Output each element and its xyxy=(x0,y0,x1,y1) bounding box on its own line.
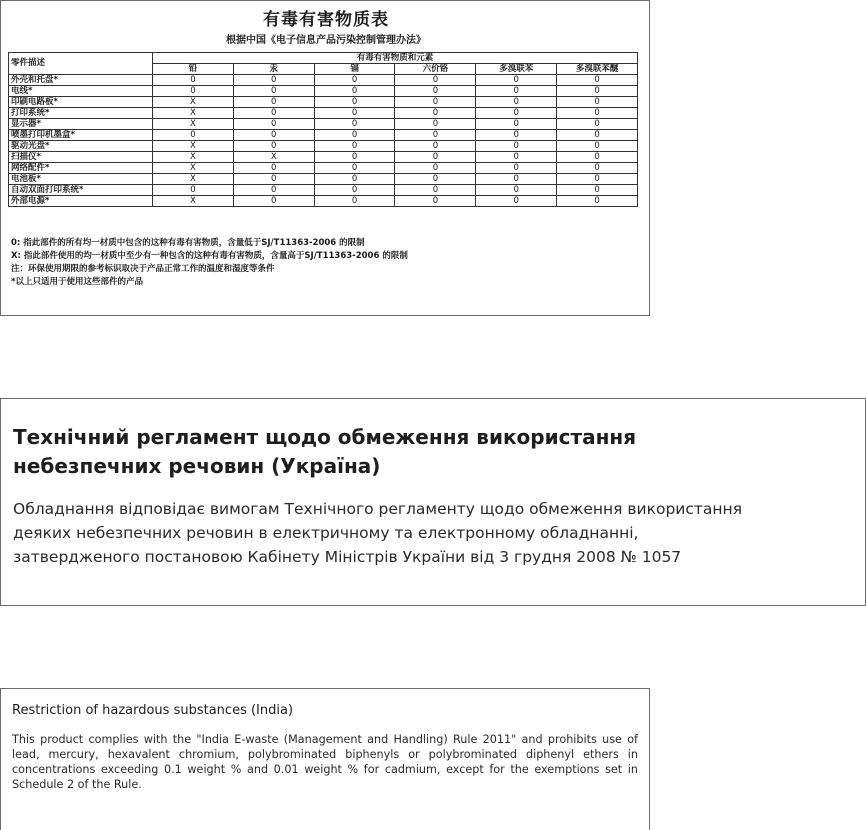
substance-column-header: 多溴联苯 xyxy=(476,64,557,75)
part-name-cell: 外壳和托盘* xyxy=(9,75,153,86)
table-note: 注：环保使用期限的参考标识取决于产品正常工作的温度和湿度等条件 xyxy=(11,264,275,274)
substance-value-cell: 0 xyxy=(233,185,314,196)
substance-value-cell: 0 xyxy=(395,196,476,207)
substance-column-header: 镉 xyxy=(314,64,395,75)
table-row xyxy=(9,119,638,130)
substance-value-cell: 0 xyxy=(233,130,314,141)
substance-value-cell: 0 xyxy=(395,185,476,196)
substance-value-cell: 0 xyxy=(153,75,234,86)
substance-value-cell: 0 xyxy=(395,119,476,130)
substance-value-cell: 0 xyxy=(395,75,476,86)
substance-value-cell: 0 xyxy=(476,75,557,86)
substance-value-cell: X xyxy=(153,97,234,108)
substance-value-cell: 0 xyxy=(557,119,638,130)
substance-value-cell: 0 xyxy=(557,163,638,174)
substance-value-cell: 0 xyxy=(395,108,476,119)
substance-value-cell: 0 xyxy=(314,108,395,119)
ukraine-text-line: затвердженого постановою Кабінету Міністрів України від 3 грудня 2008 № 1057 xyxy=(13,548,682,566)
substance-value-cell: X xyxy=(233,152,314,163)
table-body xyxy=(9,75,638,207)
ukraine-rohs-panel xyxy=(0,398,866,606)
part-name-cell: 印刷电路板* xyxy=(9,97,153,108)
substance-value-cell: X xyxy=(153,163,234,174)
substance-value-cell: 0 xyxy=(233,141,314,152)
substance-value-cell: 0 xyxy=(314,97,395,108)
substance-value-cell: 0 xyxy=(476,86,557,97)
substance-value-cell: 0 xyxy=(557,130,638,141)
table-header-row xyxy=(9,53,638,64)
part-name-cell: 喷墨打印机墨盒* xyxy=(9,130,153,141)
substance-value-cell: 0 xyxy=(314,152,395,163)
substance-value-cell: 0 xyxy=(476,174,557,185)
substance-value-cell: 0 xyxy=(153,86,234,97)
substance-value-cell: 0 xyxy=(476,130,557,141)
substance-value-cell: 0 xyxy=(557,75,638,86)
part-name-cell: 电池板* xyxy=(9,174,153,185)
part-name-cell: 电线* xyxy=(9,86,153,97)
substance-value-cell: 0 xyxy=(476,196,557,207)
table-row xyxy=(9,75,638,86)
table-row xyxy=(9,86,638,97)
substance-value-cell: 0 xyxy=(314,185,395,196)
substance-value-cell: 0 xyxy=(233,119,314,130)
substance-value-cell: 0 xyxy=(314,130,395,141)
substance-value-cell: 0 xyxy=(557,97,638,108)
table-row xyxy=(9,185,638,196)
substance-value-cell: 0 xyxy=(314,141,395,152)
part-name-cell: 显示器* xyxy=(9,119,153,130)
ukraine-text-line: Обладнання відповідає вимогам Технічного регламенту щодо обмеження використання xyxy=(13,500,743,518)
table-row xyxy=(9,163,638,174)
part-name-cell: 外部电源* xyxy=(9,196,153,207)
substance-value-cell: 0 xyxy=(314,163,395,174)
substance-value-cell: 0 xyxy=(557,196,638,207)
india-body-text: This product complies with the "India E-waste (Management and Handling) Rule 2011" and prohibits use of lead, mercury, hexavalent chromium, polybrominated biphenyls or polybrominated diphenyl ethers in concentrations exceeding 0.1 weight % and 0.01 weight % for cadmium, except for the exemptions set in Schedule 2 of the Rule. xyxy=(12,733,638,791)
substance-value-cell: 0 xyxy=(233,75,314,86)
substance-value-cell: 0 xyxy=(557,86,638,97)
substance-value-cell: 0 xyxy=(395,97,476,108)
table-row xyxy=(9,152,638,163)
substance-value-cell: 0 xyxy=(476,97,557,108)
table-note: *以上只适用于使用这些部件的产品 xyxy=(11,277,143,287)
substance-value-cell: 0 xyxy=(314,86,395,97)
part-name-cell: 自动双面打印系统* xyxy=(9,185,153,196)
substance-value-cell: 0 xyxy=(314,196,395,207)
substance-value-cell: 0 xyxy=(233,97,314,108)
table-note: X: 指此部件使用的均一材质中至少有一种包含的这种有毒有害物质，含量高于SJ/T11363-2006 的限制 xyxy=(11,251,408,261)
substance-value-cell: X xyxy=(153,152,234,163)
substance-value-cell: 0 xyxy=(476,152,557,163)
substance-value-cell: 0 xyxy=(233,86,314,97)
substance-value-cell: 0 xyxy=(395,130,476,141)
substance-value-cell: 0 xyxy=(395,163,476,174)
substance-value-cell: 0 xyxy=(476,108,557,119)
substance-value-cell: 0 xyxy=(314,174,395,185)
china-table-notes xyxy=(11,237,641,289)
ukraine-title-line: Технічний регламент щодо обмеження використання xyxy=(13,425,637,449)
substance-value-cell: 0 xyxy=(557,108,638,119)
substance-value-cell: 0 xyxy=(557,141,638,152)
table-row xyxy=(9,130,638,141)
substances-header: 有毒有害物质和元素 xyxy=(153,53,638,64)
substance-value-cell: 0 xyxy=(233,174,314,185)
substance-value-cell: 0 xyxy=(476,141,557,152)
india-title: Restriction of hazardous substances (India) xyxy=(12,703,294,718)
substance-value-cell: 0 xyxy=(557,185,638,196)
substance-value-cell: 0 xyxy=(314,75,395,86)
substance-value-cell: 0 xyxy=(476,185,557,196)
substance-value-cell: 0 xyxy=(233,196,314,207)
substance-value-cell: 0 xyxy=(476,119,557,130)
substance-column-header: 铅 xyxy=(153,64,234,75)
india-rohs-panel xyxy=(0,688,650,830)
part-name-cell: 驱动光盘* xyxy=(9,141,153,152)
substance-value-cell: 0 xyxy=(395,86,476,97)
table-note: 0: 指此部件的所有均一材质中包含的这种有毒有害物质，含量低于SJ/T11363-2006 的限制 xyxy=(11,238,365,248)
substance-column-header: 汞 xyxy=(233,64,314,75)
substance-value-cell: 0 xyxy=(557,152,638,163)
substance-value-cell: 0 xyxy=(153,130,234,141)
table-row xyxy=(9,97,638,108)
table-row xyxy=(9,141,638,152)
ukraine-text-line: деяких небезпечних речовин в електричному та електронному обладнанні, xyxy=(13,524,639,542)
substance-value-cell: X xyxy=(153,141,234,152)
part-name-cell: 扫描仪* xyxy=(9,152,153,163)
substance-value-cell: 0 xyxy=(557,174,638,185)
substance-column-header: 六价铬 xyxy=(395,64,476,75)
ukraine-title-line: небезпечних речовин (Україна) xyxy=(13,454,381,478)
china-rohs-panel xyxy=(0,0,650,316)
part-name-cell: 打印系统* xyxy=(9,108,153,119)
substance-value-cell: X xyxy=(153,119,234,130)
substance-value-cell: 0 xyxy=(233,108,314,119)
substance-value-cell: 0 xyxy=(395,141,476,152)
substance-column-header: 多溴联苯醚 xyxy=(557,64,638,75)
ukraine-title xyxy=(13,423,853,481)
china-table-subtitle: 根据中国《电子信息产品污染控制管理办法》 xyxy=(226,35,426,46)
ukraine-body-text xyxy=(13,497,853,569)
china-table-title: 有毒有害物质表 xyxy=(263,10,389,30)
substance-value-cell: 0 xyxy=(395,152,476,163)
substance-value-cell: 0 xyxy=(395,174,476,185)
table-row xyxy=(9,196,638,207)
substance-value-cell: 0 xyxy=(476,163,557,174)
table-row xyxy=(9,174,638,185)
substance-value-cell: 0 xyxy=(233,163,314,174)
substance-value-cell: 0 xyxy=(314,119,395,130)
substance-value-cell: X xyxy=(153,108,234,119)
substance-value-cell: 0 xyxy=(153,185,234,196)
hazardous-substances-table xyxy=(8,52,638,207)
substance-value-cell: X xyxy=(153,174,234,185)
substance-value-cell: X xyxy=(153,196,234,207)
table-row xyxy=(9,108,638,119)
part-name-cell: 网络配件* xyxy=(9,163,153,174)
part-description-header: 零件描述 xyxy=(9,53,153,75)
